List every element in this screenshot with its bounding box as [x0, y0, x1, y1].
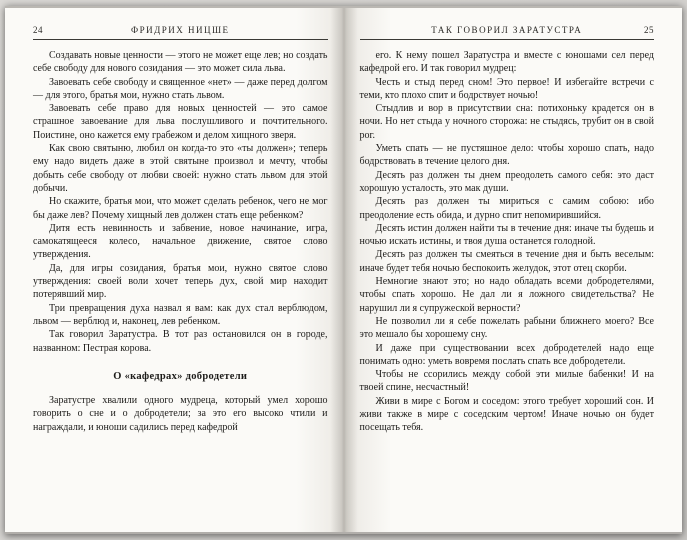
running-title-right: ТАК ГОВОРИЛ ЗАРАТУСТРА [431, 25, 583, 35]
section-heading: О «кафедрах» добродетели [113, 370, 248, 382]
paragraph-group [33, 394, 328, 434]
paragraph: Да, для игры созидания, братья мои, нужно святое слово утверждения: своей воли хочет теперь дух, свой мир находит потерявший мир. [33, 262, 328, 301]
paragraph: И даже при существовании всех добродетелей надо еще понимать одно: уметь вовремя послать спать все добродетели. [359, 342, 654, 367]
paragraph: Стыдлив и вор в присутствии сна: потихоньку крадется он в ночи. Но нет стыда у ночного сторожа: не стыдясь, трубит он в свой рог. [359, 103, 654, 141]
book-spread [5, 6, 682, 534]
paragraph: Десять раз должен ты мириться с самим собою: ибо преодоление есть обида, и дурно спит непомирившийся. [359, 196, 654, 221]
text-column-right [360, 49, 655, 435]
paragraph-group [33, 49, 328, 355]
paragraph: Живи в мире с Богом и соседом: этого требует хороший сон. И живи также в мире с соседским чертом! Иначе ночью он будет посещать тебя. [359, 395, 654, 434]
book-page-left [5, 8, 344, 532]
page-number-right: 25 [644, 25, 654, 35]
paragraph: Создавать новые ценности — этого не может еще лев; но создать себе свободу для нового созидания — это может сила льва. [33, 50, 328, 75]
paragraph: Десять раз должен ты смеяться в течение дня и быть веселым: иначе будет тебя ночью беспокоить желудок, этот отец скорби. [359, 249, 654, 274]
book-page-right [344, 8, 683, 532]
running-title-left: ФРИДРИХ НИЦШЕ [130, 25, 230, 35]
paragraph: Заратустре хвалили одного мудреца, который умел хорошо говорить о сне и о добродетели; за это его высоко чтили и награждали, и юноши садились перед кафедрой [33, 395, 328, 433]
running-head-right [360, 24, 655, 40]
paragraph: Уметь спать — не пустяшное дело: чтобы хорошо спать, надо бодрствовать в течение целого дня. [359, 143, 654, 168]
page-number-left: 24 [33, 25, 43, 35]
paragraph: Немногие знают это; но надо обладать всеми добродетелями, чтобы спать хорошо. Не дал ли я ложного свидетельства? Не нарушил ли я супружеской верности? [359, 276, 654, 314]
paragraph: Завоевать себе право для новых ценностей — это самое страшное завоевание для льва послушливого и почтительного. Поистине, оно кажется ему грабежом и делом хищного зверя. [33, 103, 328, 141]
paragraph: Не позволил ли я себе пожелать рабыни ближнего моего? Все это мешало бы хорошему сну. [359, 315, 654, 341]
text-column-left [33, 49, 328, 434]
paragraph: Как свою святыню, любил он когда-то это «ты должен»; теперь ему надо видеть даже в этой святыне произвол и мечту, чтобы добыть себе свободу от любви своей: нужно стать львом для этой добычи. [33, 143, 328, 194]
paragraph-group [360, 49, 655, 435]
paragraph: Честь и стыд перед сном! Это первое! И избегайте встречи с теми, кто плохо спит и бодрствует ночью! [359, 76, 654, 101]
paragraph: Три превращения духа назвал я вам: как дух стал верблюдом, львом — верблюд и, наконец, лев ребенком. [33, 302, 328, 327]
paragraph: Чтобы не ссорились между собой эти милые бабенки! И на твоей спине, несчастный! [359, 369, 654, 394]
paragraph: Десять истин должен найти ты в течение дня: иначе ты будешь и ночью искать истины, и твоя душа останется голодной. [359, 222, 654, 248]
paragraph: Но скажите, братья мои, что может сделать ребенок, чего не мог бы даже лев? Почему хищный лев должен стать еще ребенком? [33, 196, 328, 221]
paragraph: Завоевать себе свободу и священное «нет» — даже перед долгом — для этого, братья мои, нужно стать львом. [33, 76, 328, 101]
running-head-left [33, 24, 328, 40]
paragraph: Десять раз должен ты днем преодолеть самого себя: это даст хорошую усталость, это мак души. [359, 169, 654, 194]
paragraph: его. К нему пошел Заратустра и вместе с юношами сел перед кафедрой его. И так говорил мудрец: [359, 50, 654, 75]
paragraph: Так говорил Заратустра. В тот раз остановился он в городе, названном: Пестрая корова. [33, 329, 328, 354]
paragraph: Дитя есть невинность и забвение, новое начинание, игра, самокатящееся колесо, начальное движение, святое слово утверждения. [33, 222, 328, 261]
